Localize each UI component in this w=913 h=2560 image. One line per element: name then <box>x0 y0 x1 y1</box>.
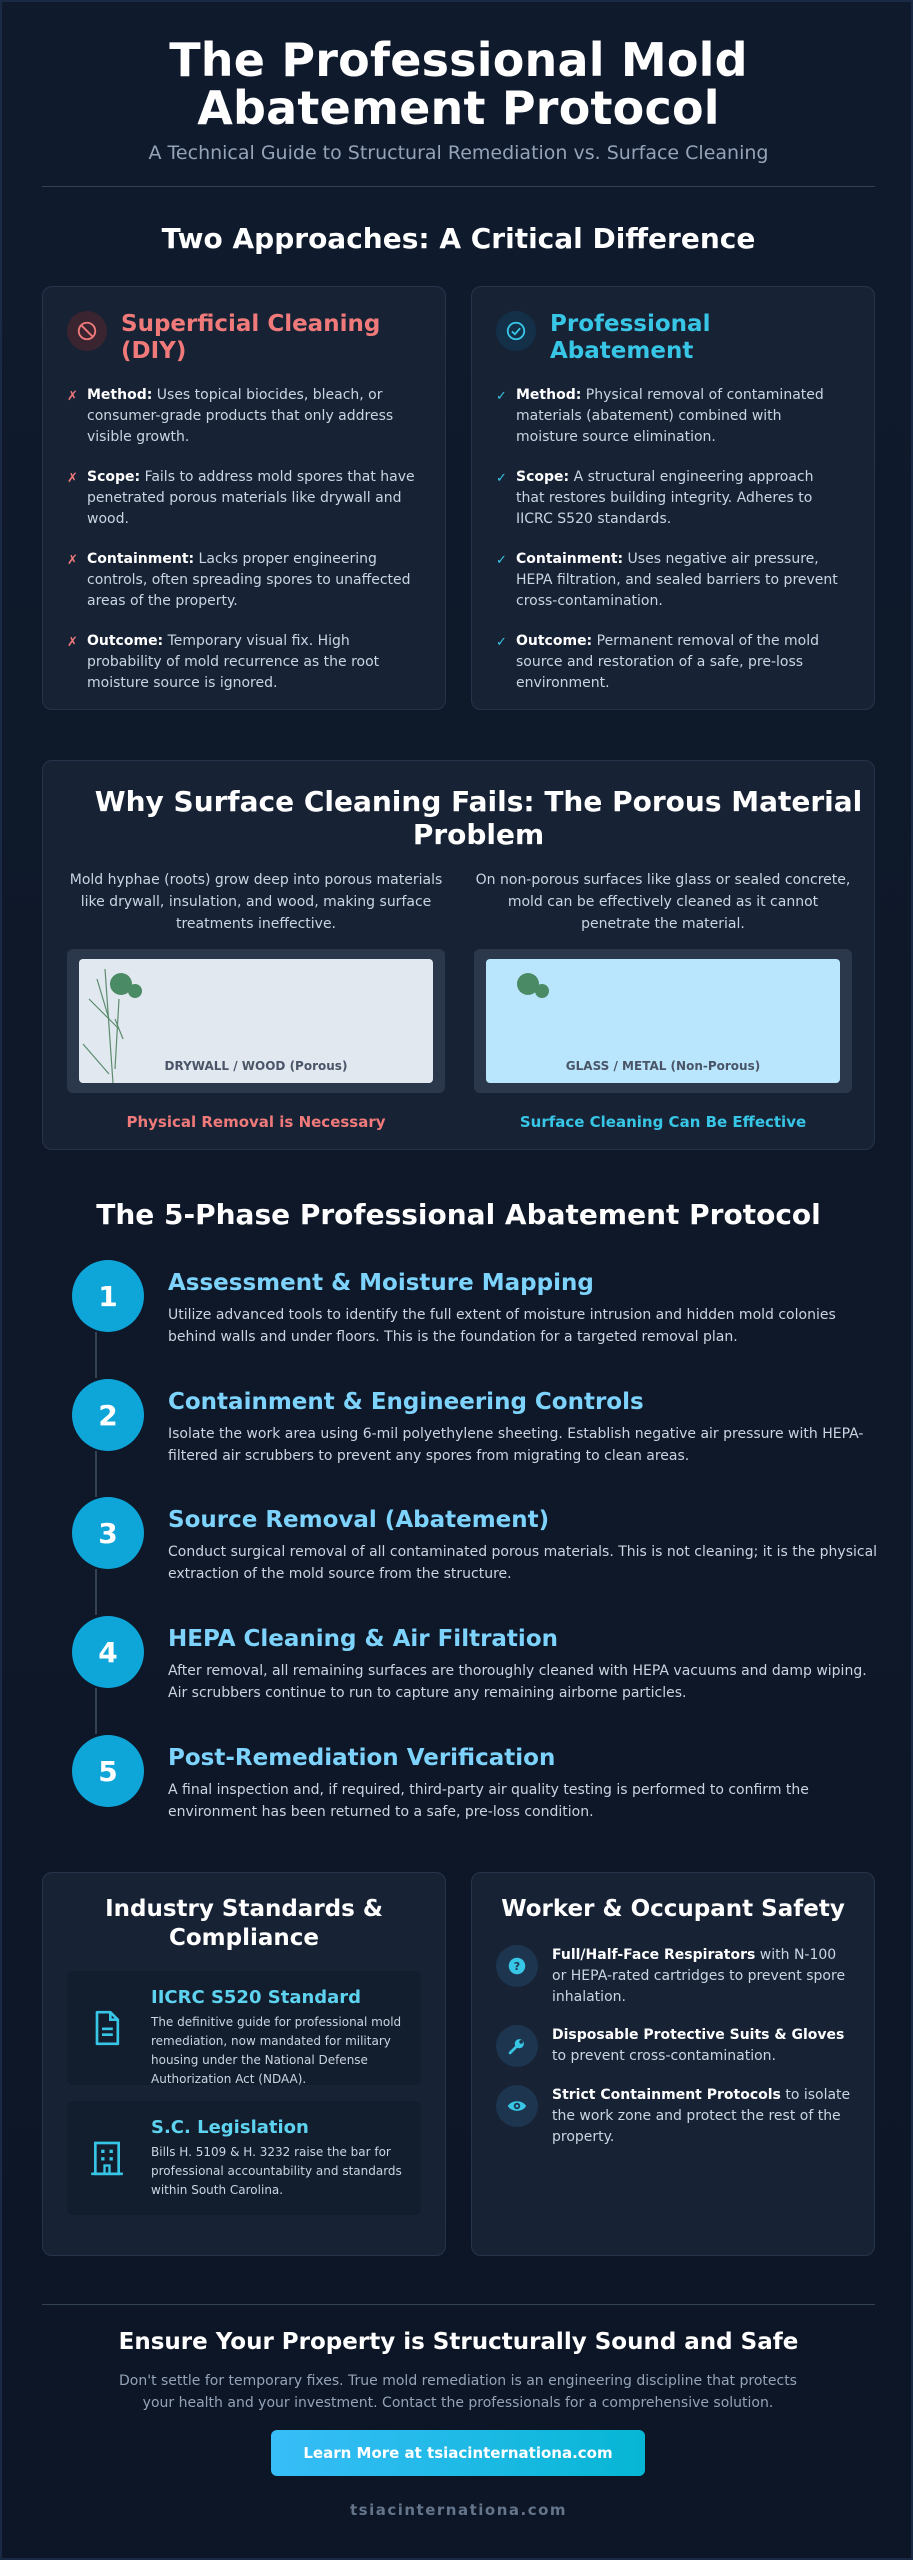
phase-title: Post-Remediation Verification <box>168 1745 556 1771</box>
safety-item: Disposable Protective Suits & Gloves to prevent cross-contamination. <box>496 2025 856 2067</box>
porous-panel-label: DRYWALL / WOOD (Porous) <box>164 1059 348 1073</box>
porous-right-desc: On non-porous surfaces like glass or sealed concrete, mold can be effectively cleaned as it cannot penetrate the material. <box>475 872 851 932</box>
pro-bullets <box>496 385 846 713</box>
building-icon <box>87 2137 127 2183</box>
check-icon: ✓ <box>496 553 507 568</box>
check-icon: ✓ <box>496 389 507 404</box>
nonporous-panel-label: GLASS / METAL (Non-Porous) <box>565 1059 761 1073</box>
prohibited-icon <box>67 311 107 351</box>
list-item: ✗ Outcome: Temporary visual fix. High probability of mold recurrence as the root moisture source is ignored. <box>67 631 417 694</box>
list-item: ✗ Method: Uses topical biocides, bleach, or consumer-grade products that only address visible growth. <box>67 385 417 448</box>
timeline-connector <box>95 1332 97 1378</box>
drywall-illustration <box>79 959 433 1083</box>
standard-desc: Bills H. 5109 & H. 3232 raise the bar for professional accountability and standards within South Carolina. <box>151 2145 402 2197</box>
approaches-title: Two Approaches: A Critical Difference <box>161 222 756 255</box>
standard-desc: The definitive guide for professional mold remediation, now mandated for military housing under the National Defense Authorization Act (NDAA). <box>151 2015 402 2086</box>
wrench-icon <box>496 2025 538 2067</box>
check-icon: ✓ <box>496 471 507 486</box>
phase-desc: Utilize advanced tools to identify the full extent of moisture intrusion and hidden mold colonies behind walls and under floors. This is the foundation for a targeted removal plan. <box>168 1307 836 1345</box>
safety-card <box>471 1872 875 2256</box>
list-item: ✓ Method: Physical removal of contaminated materials (abatement) combined with moisture source elimination. <box>496 385 846 448</box>
phase-desc: A final inspection and, if required, third-party air quality testing is performed to confirm the environment has been returned to a safe, pre-loss condition. <box>168 1782 809 1820</box>
eye-icon <box>496 2085 538 2127</box>
diy-card <box>42 286 446 710</box>
respirator-icon <box>496 1945 538 1987</box>
standards-title: Industry Standards & Compliance <box>105 1896 383 1951</box>
cta-title: Ensure Your Property is Structurally Sound and Safe <box>118 2329 799 2355</box>
phase-title: HEPA Cleaning & Air Filtration <box>168 1626 558 1652</box>
safety-item: Strict Containment Protocols to isolate the work zone and protect the rest of the property. <box>496 2085 856 2148</box>
main-title-line1: The Professional Mold <box>169 33 748 87</box>
phase-title: Source Removal (Abatement) <box>168 1507 550 1533</box>
phases-title: The 5-Phase Professional Abatement Protocol <box>96 1198 821 1231</box>
glass-illustration <box>486 959 840 1083</box>
cross-icon: ✗ <box>67 471 78 486</box>
porous-right <box>474 869 852 1131</box>
phase-title: Assessment & Moisture Mapping <box>168 1270 594 1296</box>
phase-number: 4 <box>72 1616 144 1688</box>
check-circle-icon <box>496 311 536 351</box>
diy-title: Superficial Cleaning (DIY) <box>121 311 381 364</box>
porous-card <box>42 760 875 1150</box>
list-item: ✓ Scope: A structural engineering approach that restores building integrity. Adheres to IICRC S520 standards. <box>496 467 846 530</box>
timeline-connector <box>95 1451 97 1497</box>
svg-text:?: ? <box>513 1960 521 1974</box>
porous-right-result: Surface Cleaning Can Be Effective <box>519 1113 807 1131</box>
phase-number: 3 <box>72 1497 144 1569</box>
cross-icon: ✗ <box>67 635 78 650</box>
timeline-connector <box>95 1569 97 1615</box>
diy-bullets <box>67 385 417 713</box>
main-title <box>2 33 913 135</box>
standard-title: S.C. Legislation <box>151 2117 309 2138</box>
pro-title: Professional Abatement <box>550 311 711 364</box>
phase-number: 1 <box>72 1260 144 1332</box>
list-item: ✓ Containment: Uses negative air pressure, HEPA filtration, and sealed barriers to prevent cross-contamination. <box>496 549 846 612</box>
divider <box>42 2304 875 2305</box>
pro-card <box>471 286 875 710</box>
timeline-connector <box>95 1688 97 1734</box>
porous-title: Why Surface Cleaning Fails: The Porous Material Problem <box>94 785 863 851</box>
cross-icon: ✗ <box>67 389 78 404</box>
subtitle: A Technical Guide to Structural Remediation vs. Surface Cleaning <box>148 142 769 164</box>
safety-title: Worker & Occupant Safety <box>501 1896 845 1922</box>
list-item: ✗ Containment: Lacks proper engineering controls, often spreading spores to unaffected areas of the property. <box>67 549 417 612</box>
learn-more-button[interactable]: Learn More at tsiacinternationa.com <box>271 2430 645 2476</box>
standard-title: IICRC S520 Standard <box>151 1987 362 2008</box>
safety-item: ? Full/Half-Face Respirators with N-100 or HEPA-rated cartridges to prevent spore inhalation. <box>496 1945 856 2008</box>
phase-title: Containment & Engineering Controls <box>168 1389 644 1415</box>
check-icon: ✓ <box>496 635 507 650</box>
phase-number: 5 <box>72 1735 144 1807</box>
nonporous-panel <box>474 949 852 1093</box>
standard-item-iicrc <box>67 1971 421 2085</box>
cross-icon: ✗ <box>67 553 78 568</box>
porous-left <box>67 869 445 1131</box>
standards-card <box>42 1872 446 2256</box>
cta-desc: Don't settle for temporary fixes. True mold remediation is an engineering discipline that protects your health and your investment. Contact the professionals for a comprehensive solution. <box>119 2373 797 2411</box>
phase-desc: After removal, all remaining surfaces are thoroughly cleaned with HEPA vacuums and damp wiping. Air scrubbers continue to run to capture any remaining airborne particles. <box>168 1663 867 1701</box>
porous-panel <box>67 949 445 1093</box>
header <box>2 33 913 164</box>
phase-desc: Isolate the work area using 6-mil polyethylene sheeting. Establish negative air pressure with HEPA-filtered air scrubbers to prevent any spores from migrating to clean areas. <box>168 1426 864 1464</box>
list-item: ✓ Outcome: Permanent removal of the mold source and restoration of a safe, pre-loss environment. <box>496 631 846 694</box>
porous-left-result: Physical Removal is Necessary <box>126 1113 386 1131</box>
porous-left-desc: Mold hyphae (roots) grow deep into porous materials like drywall, insulation, and wood, making surface treatments ineffective. <box>69 872 443 932</box>
list-item: ✗ Scope: Fails to address mold spores that have penetrated porous materials like drywall and wood. <box>67 467 417 530</box>
document-icon <box>87 2007 127 2053</box>
phase-desc: Conduct surgical removal of all contaminated porous materials. This is not cleaning; it is the physical extraction of the mold source from the structure. <box>168 1544 878 1582</box>
phase-number: 2 <box>72 1379 144 1451</box>
divider <box>42 186 875 187</box>
footer-url[interactable]: tsiacinternationa.com <box>349 2501 568 2519</box>
main-title-line2: Abatement Protocol <box>197 81 720 135</box>
standard-item-sc <box>67 2101 421 2215</box>
